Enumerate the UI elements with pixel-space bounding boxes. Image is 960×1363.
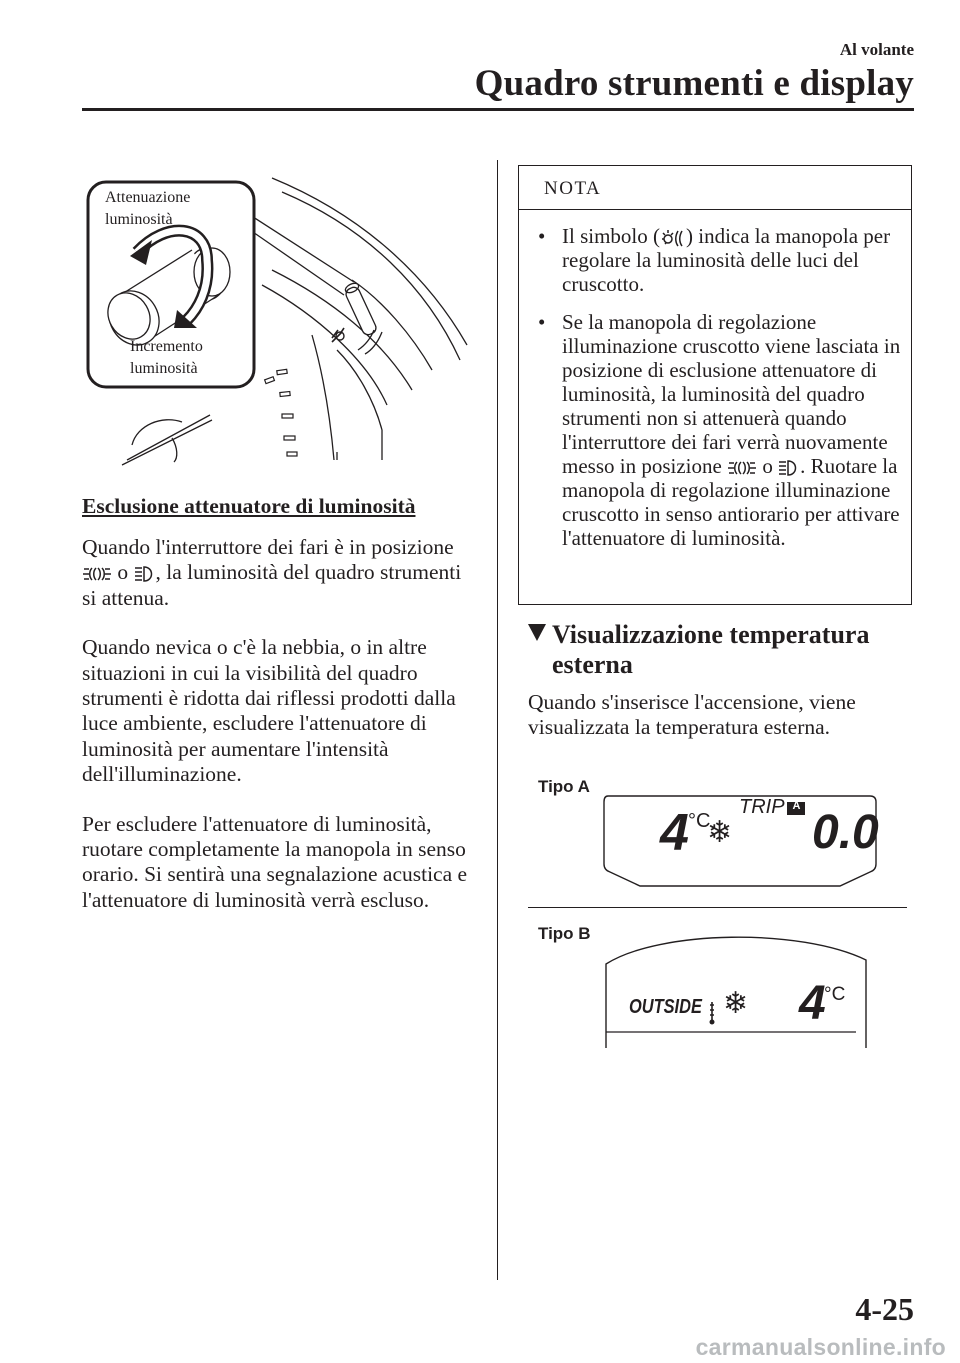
headlights-icon (134, 565, 156, 583)
callout-bright-label: Incremento (130, 338, 203, 355)
section-title: Quadro strumenti e display (474, 63, 914, 104)
dimmer-cancel-heading: Esclusione attenuatore di luminosità (82, 494, 416, 518)
note-title: NOTA (519, 166, 911, 210)
snowflake-icon: ❄ (707, 816, 733, 849)
triangle-bullet-icon (528, 624, 546, 641)
tipo-a-temperature: 4 (660, 804, 689, 862)
bullet-icon: • (538, 224, 546, 248)
note-box (518, 165, 912, 605)
dimmer-sun-icon (660, 228, 686, 248)
tipo-a-label: Tipo A (538, 777, 590, 796)
snowflake-icon: ❄ (723, 987, 749, 1020)
trip-a-badge: A (792, 800, 801, 812)
tipo-b-unit: °C (824, 984, 846, 1005)
outside-temp-heading: Visualizzazione temperatura esterna (528, 620, 869, 680)
callout-bright-label-2: luminosità (130, 360, 198, 377)
paragraph-visibility: Quando nevica o c'è la nebbia, o in altre situazioni in cui la visibilità del quadro strumenti è ridotta dai riflessi prodotti dalla luce ambiente, escludere l'attenuatore di luminosità per aumentare l'intensità dell'illuminazione. (82, 635, 456, 787)
section-label: Al volante (839, 40, 914, 59)
trip-label: TRIP (739, 796, 785, 818)
callout-dim-label: Attenuazione (105, 189, 191, 206)
note-item-dimmer: • Se la manopola di regolazione illuminazione cruscotto viene lasciata in posizione di esclusione attenuatore di luminosità, la luminosità del quadro strumenti non si attenuerà quando l'interruttore dei fari verrà nuovamente messo in posizione o . Ruotare la manopola di regolazione illuminazione cruscotto in senso antiorario per attivare l'attenuatore di luminosità. (538, 310, 901, 551)
parking-lights-icon (727, 459, 757, 477)
column-divider (497, 160, 498, 1280)
outside-label: OUTSIDE (629, 996, 702, 1018)
trip-value: 0.0 (812, 806, 879, 859)
parking-lights-icon (82, 565, 112, 583)
outside-temp-paragraph: Quando s'inserisce l'accensione, viene visualizzata la temperatura esterna. (528, 690, 856, 740)
display-separator (528, 907, 907, 908)
page-number: 4-25 (855, 1291, 914, 1327)
bullet-icon: • (538, 310, 546, 335)
headlights-icon (778, 459, 800, 477)
note-item-symbol: • Il simbolo ( ) indica la manopola per regolare la luminosità delle luci del cruscotto. (538, 224, 891, 297)
header-rule (82, 108, 914, 111)
callout-dim-label-2: luminosità (105, 211, 173, 228)
tipo-a-unit: °C (688, 810, 711, 832)
paragraph-headlight: Quando l'interruttore dei fari è in posizione o , la luminosità del quadro strumenti si attenua. (82, 535, 462, 610)
paragraph-cancel-steps: Per escludere l'attenuatore di luminosità, ruotare completamente la manopola in senso orario. Si sentirà una segnalazione acustica e l'attenuatore di luminosità verrà escluso. (82, 811, 468, 912)
tipo-b-temperature: 4 (799, 977, 826, 1030)
tipo-b-label: Tipo B (538, 924, 591, 943)
watermark: carmanualsonline.info (695, 1334, 946, 1360)
